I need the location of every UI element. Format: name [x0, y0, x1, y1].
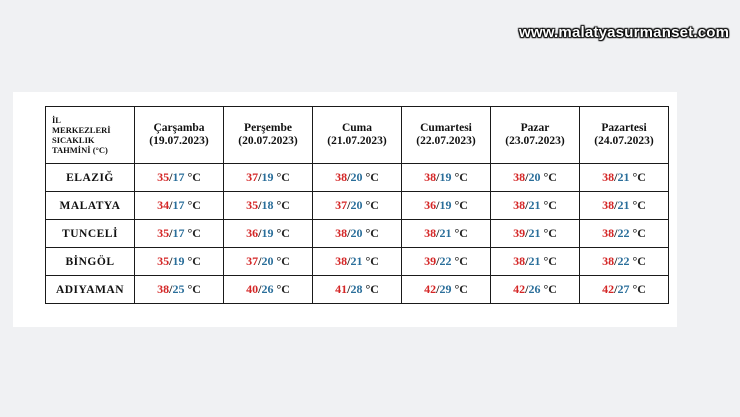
- high-temp: 36: [424, 198, 437, 212]
- forecast-table: [45, 106, 669, 304]
- city-name: ADIYAMAN: [46, 276, 135, 304]
- high-temp: 38: [513, 254, 526, 268]
- temp-separator: /: [436, 170, 440, 184]
- temp-separator: /: [258, 170, 262, 184]
- low-temp: 19: [261, 226, 274, 240]
- low-temp: 21: [439, 226, 452, 240]
- high-temp: 42: [424, 282, 437, 296]
- temp-separator: /: [436, 254, 440, 268]
- city-name: ELAZIĞ: [46, 164, 135, 192]
- site-watermark: www.malatyasurmanset.com: [519, 24, 730, 41]
- temp-unit: °C: [276, 170, 290, 184]
- temp-separator: /: [258, 226, 262, 240]
- temp-separator: /: [347, 282, 351, 296]
- temperature-cell: [313, 192, 402, 220]
- temp-separator: /: [614, 226, 618, 240]
- temperature-cell: [580, 164, 669, 192]
- high-temp: 40: [246, 282, 259, 296]
- high-temp: 38: [602, 170, 615, 184]
- day-name: Cuma: [341, 122, 373, 134]
- temperature-cell: [402, 164, 491, 192]
- low-temp: 20: [261, 254, 274, 268]
- low-temp: 29: [439, 282, 452, 296]
- temp-separator: /: [436, 282, 440, 296]
- low-temp: 22: [439, 254, 452, 268]
- temp-separator: /: [436, 226, 440, 240]
- temp-separator: /: [258, 282, 262, 296]
- high-temp: 35: [157, 226, 170, 240]
- temp-unit: °C: [632, 198, 646, 212]
- temperature-cell: [491, 192, 580, 220]
- low-temp: 21: [528, 198, 541, 212]
- temperature-cell: [224, 164, 313, 192]
- header-row: [46, 107, 669, 164]
- temp-separator: /: [347, 254, 351, 268]
- high-temp: 37: [246, 170, 259, 184]
- temperature-cell: [224, 220, 313, 248]
- temp-unit: °C: [543, 170, 557, 184]
- temp-unit: °C: [187, 282, 201, 296]
- temp-unit: °C: [632, 226, 646, 240]
- temp-unit: °C: [454, 198, 468, 212]
- high-temp: 39: [513, 226, 526, 240]
- low-temp: 28: [350, 282, 363, 296]
- temp-separator: /: [614, 254, 618, 268]
- low-temp: 22: [617, 226, 630, 240]
- low-temp: 17: [172, 170, 185, 184]
- temperature-cell: [402, 220, 491, 248]
- low-temp: 21: [350, 254, 363, 268]
- corner-header: [46, 107, 135, 164]
- temp-unit: °C: [543, 282, 557, 296]
- temperature-cell: [313, 220, 402, 248]
- temperature-cell: [491, 220, 580, 248]
- low-temp: 21: [528, 254, 541, 268]
- day-name: Pazartesi: [601, 122, 647, 134]
- temperature-cell: [580, 220, 669, 248]
- temp-separator: /: [347, 198, 351, 212]
- temp-unit: °C: [543, 198, 557, 212]
- low-temp: 20: [350, 170, 363, 184]
- temp-unit: °C: [365, 170, 379, 184]
- high-temp: 34: [157, 198, 170, 212]
- low-temp: 21: [617, 198, 630, 212]
- day-name: Çarşamba: [153, 122, 205, 134]
- high-temp: 35: [246, 198, 259, 212]
- city-name: TUNCELİ: [46, 220, 135, 248]
- high-temp: 38: [335, 170, 348, 184]
- temperature-cell: [402, 276, 491, 304]
- day-header: [135, 107, 224, 164]
- high-temp: 38: [513, 170, 526, 184]
- high-temp: 35: [157, 170, 170, 184]
- temp-unit: °C: [632, 254, 646, 268]
- high-temp: 42: [513, 282, 526, 296]
- day-header: [313, 107, 402, 164]
- low-temp: 27: [617, 282, 630, 296]
- high-temp: 38: [335, 226, 348, 240]
- day-header: [580, 107, 669, 164]
- temp-unit: °C: [187, 254, 201, 268]
- temp-unit: °C: [454, 254, 468, 268]
- low-temp: 19: [439, 170, 452, 184]
- high-temp: 38: [602, 226, 615, 240]
- low-temp: 19: [439, 198, 452, 212]
- temperature-cell: [313, 164, 402, 192]
- forecast-card: [13, 92, 677, 327]
- temp-unit: °C: [276, 254, 290, 268]
- temperature-cell: [313, 248, 402, 276]
- high-temp: 38: [602, 198, 615, 212]
- temp-unit: °C: [187, 170, 201, 184]
- temp-separator: /: [614, 198, 618, 212]
- temp-unit: °C: [632, 282, 646, 296]
- temp-unit: °C: [276, 226, 290, 240]
- temperature-cell: [224, 276, 313, 304]
- temperature-cell: [135, 248, 224, 276]
- temp-unit: °C: [454, 226, 468, 240]
- high-temp: 36: [246, 226, 259, 240]
- temperature-cell: [491, 164, 580, 192]
- forecast-body: [46, 164, 669, 304]
- temp-separator: /: [347, 226, 351, 240]
- day-header: [224, 107, 313, 164]
- high-temp: 38: [602, 254, 615, 268]
- city-name: BİNGÖL: [46, 248, 135, 276]
- low-temp: 19: [261, 170, 274, 184]
- temp-unit: °C: [365, 198, 379, 212]
- low-temp: 20: [350, 198, 363, 212]
- day-date: (23.07.2023): [505, 135, 565, 147]
- table-row: [46, 220, 669, 248]
- table-row: [46, 192, 669, 220]
- high-temp: 42: [602, 282, 615, 296]
- low-temp: 17: [172, 226, 185, 240]
- day-name: Perşembe: [244, 122, 292, 134]
- low-temp: 17: [172, 198, 185, 212]
- table-row: [46, 248, 669, 276]
- high-temp: 38: [335, 254, 348, 268]
- low-temp: 25: [172, 282, 185, 296]
- low-temp: 20: [528, 170, 541, 184]
- temp-unit: °C: [276, 282, 290, 296]
- temp-unit: °C: [187, 226, 201, 240]
- corner-line: İL: [52, 115, 61, 125]
- temperature-cell: [135, 276, 224, 304]
- day-header: [402, 107, 491, 164]
- temperature-cell: [580, 192, 669, 220]
- low-temp: 22: [617, 254, 630, 268]
- high-temp: 35: [157, 254, 170, 268]
- table-row: [46, 276, 669, 304]
- low-temp: 26: [261, 282, 274, 296]
- temperature-cell: [224, 248, 313, 276]
- temp-separator: /: [347, 170, 351, 184]
- table-row: [46, 164, 669, 192]
- temperature-cell: [135, 220, 224, 248]
- corner-line: TAHMİNİ (°C): [52, 145, 108, 155]
- temp-separator: /: [169, 198, 173, 212]
- high-temp: 38: [513, 198, 526, 212]
- temperature-cell: [402, 248, 491, 276]
- day-name: Pazar: [520, 122, 550, 134]
- temp-unit: °C: [454, 170, 468, 184]
- day-header: [491, 107, 580, 164]
- temp-unit: °C: [365, 282, 379, 296]
- temp-separator: /: [258, 254, 262, 268]
- temp-separator: /: [169, 226, 173, 240]
- temp-separator: /: [614, 170, 618, 184]
- high-temp: 38: [157, 282, 170, 296]
- temp-separator: /: [525, 226, 529, 240]
- temperature-cell: [491, 276, 580, 304]
- temp-separator: /: [169, 170, 173, 184]
- corner-line: MERKEZLERİ: [52, 125, 111, 135]
- temperature-cell: [135, 164, 224, 192]
- day-date: (20.07.2023): [238, 135, 298, 147]
- temp-separator: /: [525, 170, 529, 184]
- low-temp: 21: [617, 170, 630, 184]
- day-date: (19.07.2023): [149, 135, 209, 147]
- city-name: MALATYA: [46, 192, 135, 220]
- high-temp: 39: [424, 254, 437, 268]
- low-temp: 21: [528, 226, 541, 240]
- temp-unit: °C: [632, 170, 646, 184]
- temperature-cell: [402, 192, 491, 220]
- low-temp: 26: [528, 282, 541, 296]
- temp-unit: °C: [543, 226, 557, 240]
- temp-separator: /: [258, 198, 262, 212]
- temperature-cell: [580, 276, 669, 304]
- temperature-cell: [580, 248, 669, 276]
- temp-separator: /: [525, 198, 529, 212]
- temperature-cell: [224, 192, 313, 220]
- temp-unit: °C: [365, 226, 379, 240]
- temp-unit: °C: [276, 198, 290, 212]
- day-date: (21.07.2023): [327, 135, 387, 147]
- high-temp: 38: [424, 226, 437, 240]
- temp-separator: /: [525, 254, 529, 268]
- high-temp: 37: [335, 198, 348, 212]
- temperature-cell: [135, 192, 224, 220]
- temp-unit: °C: [187, 198, 201, 212]
- temp-unit: °C: [543, 254, 557, 268]
- temp-separator: /: [436, 198, 440, 212]
- day-date: (24.07.2023): [594, 135, 654, 147]
- temp-unit: °C: [365, 254, 379, 268]
- day-date: (22.07.2023): [416, 135, 476, 147]
- temp-separator: /: [169, 254, 173, 268]
- low-temp: 20: [350, 226, 363, 240]
- low-temp: 19: [172, 254, 185, 268]
- day-name: Cumartesi: [420, 122, 472, 134]
- temp-unit: °C: [454, 282, 468, 296]
- temp-separator: /: [614, 282, 618, 296]
- temp-separator: /: [525, 282, 529, 296]
- high-temp: 37: [246, 254, 259, 268]
- high-temp: 38: [424, 170, 437, 184]
- low-temp: 18: [261, 198, 274, 212]
- temp-separator: /: [169, 282, 173, 296]
- temperature-cell: [491, 248, 580, 276]
- temperature-cell: [313, 276, 402, 304]
- high-temp: 41: [335, 282, 348, 296]
- corner-line: SICAKLIK: [52, 135, 95, 145]
